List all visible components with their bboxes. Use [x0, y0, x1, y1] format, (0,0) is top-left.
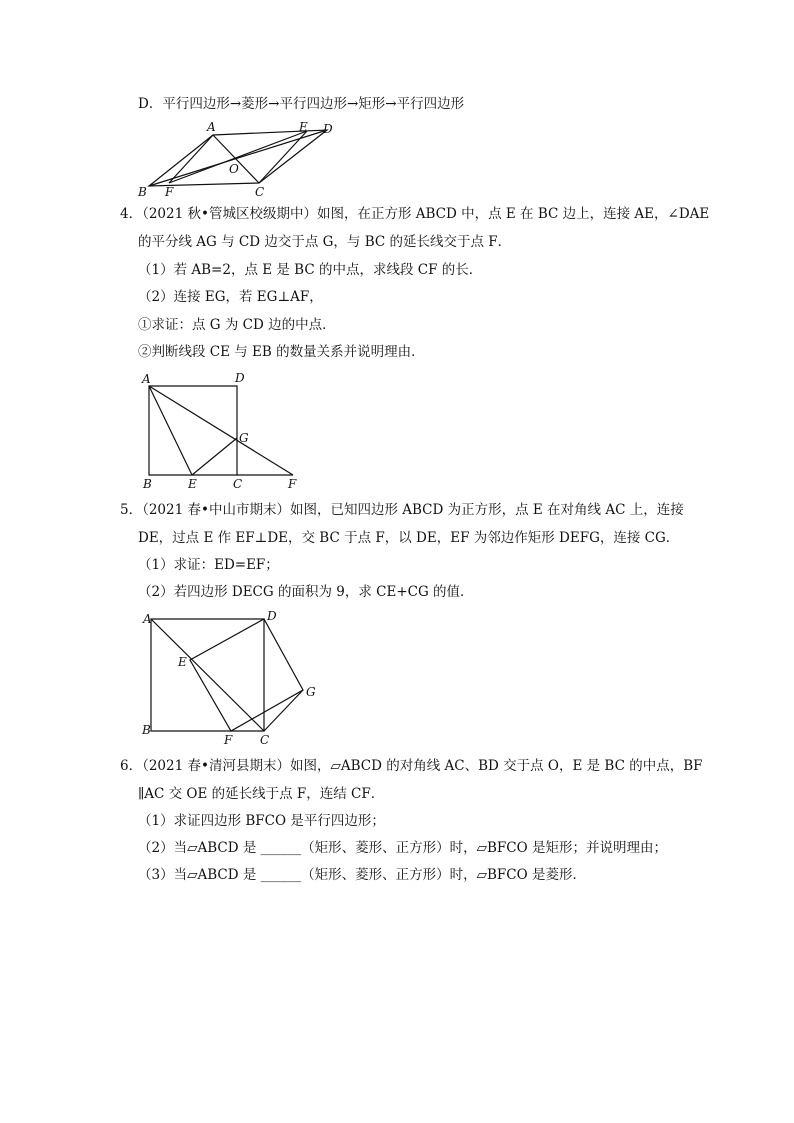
q3-label-o: O: [229, 162, 239, 176]
q3-segment-ae: [169, 135, 213, 183]
q6-stem-line1: 6．（2021 春•清河县期末）如图，▱ABCD 的对角线 AC、BD 交于点 O，E 是 BC 的中点，BF: [120, 758, 703, 774]
q6-part1: （1）求证四边形 BFCO 是平行四边形；: [138, 813, 385, 829]
q3-label-c: C: [255, 185, 265, 199]
q4-label-e: E: [188, 477, 197, 491]
q6-part3: （3）当▱ABCD 是 ______（矩形、菱形、正方形）时，▱BFCO 是菱形．: [138, 867, 586, 883]
q4-square-abcd: [149, 386, 237, 475]
q3-parallelogram-figure: [135, 118, 345, 200]
q5-diagonal-ac: [151, 619, 264, 731]
q6-stem-line2: ∥AC 交 OE 的延长线于点 F，连结 CF．: [138, 786, 385, 802]
q4-sub1: ①求证：点 G 为 CD 边的中点．: [138, 317, 336, 333]
q4-stem-line1: 4．（2021 秋•管城区校级期中）如图，在正方形 ABCD 中，点 E 在 BC 边上，连接 AE，∠DAE: [120, 206, 710, 222]
q5-label-d: D: [267, 609, 277, 623]
q5-square-figure: [138, 608, 328, 748]
q5-segment-cg: [264, 690, 303, 731]
q6-part2: （2）当▱ABCD 是 ______（矩形、菱形、正方形）时，▱BFCO 是矩形；并说明理由；: [138, 840, 667, 856]
q4-label-a: A: [142, 372, 151, 386]
q4-square-figure: [138, 370, 308, 492]
q5-label-b: B: [142, 723, 151, 737]
q4-stem-line2: 的平分线 AG 与 CD 边交于点 G，与 BC 的延长线交于点 F．: [138, 234, 512, 250]
q4-label-c: C: [233, 477, 243, 491]
q5-label-e: E: [178, 655, 187, 669]
q5-stem-line2: DE，过点 E 作 EF⊥DE，交 BC 于点 F，以 DE，EF 为邻边作矩形 DEFG，连接 CG．: [138, 530, 680, 546]
q5-stem-line1: 5．（2021 春•中山市期末）如图，已知四边形 ABCD 为正方形，点 E 在对角线 AC 上，连接: [120, 502, 684, 518]
q4-label-d: D: [235, 371, 245, 385]
q3-label-d: D: [323, 122, 333, 136]
q5-label-a: A: [143, 612, 152, 626]
q4-sub2: ②判断线段 CE 与 EB 的数量关系并说明理由．: [138, 344, 425, 360]
q4-part2: （2）连接 EG，若 EG⊥AF，: [138, 289, 323, 305]
q5-label-g: G: [306, 685, 316, 699]
q4-label-f: F: [288, 477, 297, 491]
q4-segment-eg: [192, 438, 237, 475]
q3-segment-ec: [259, 131, 307, 183]
q5-label-f: F: [224, 733, 233, 747]
q3-label-f: F: [165, 185, 174, 199]
q5-part1: （1）求证：ED=EF；: [138, 557, 279, 573]
q3-label-e: E: [299, 120, 308, 134]
q4-label-g: G: [239, 431, 249, 445]
q4-label-b: B: [143, 477, 152, 491]
q3-label-b: B: [138, 185, 147, 199]
q4-part1: （1）若 AB=2，点 E 是 BC 的中点，求线段 CF 的长．: [138, 262, 483, 278]
q5-label-c: C: [260, 733, 270, 747]
q3-option-d: D．平行四边形→菱形→平行四边形→矩形→平行四边形: [138, 96, 465, 112]
q5-part2: （2）若四边形 DECG 的面积为 9，求 CE+CG 的值．: [138, 584, 474, 600]
q3-label-a: A: [207, 120, 216, 134]
